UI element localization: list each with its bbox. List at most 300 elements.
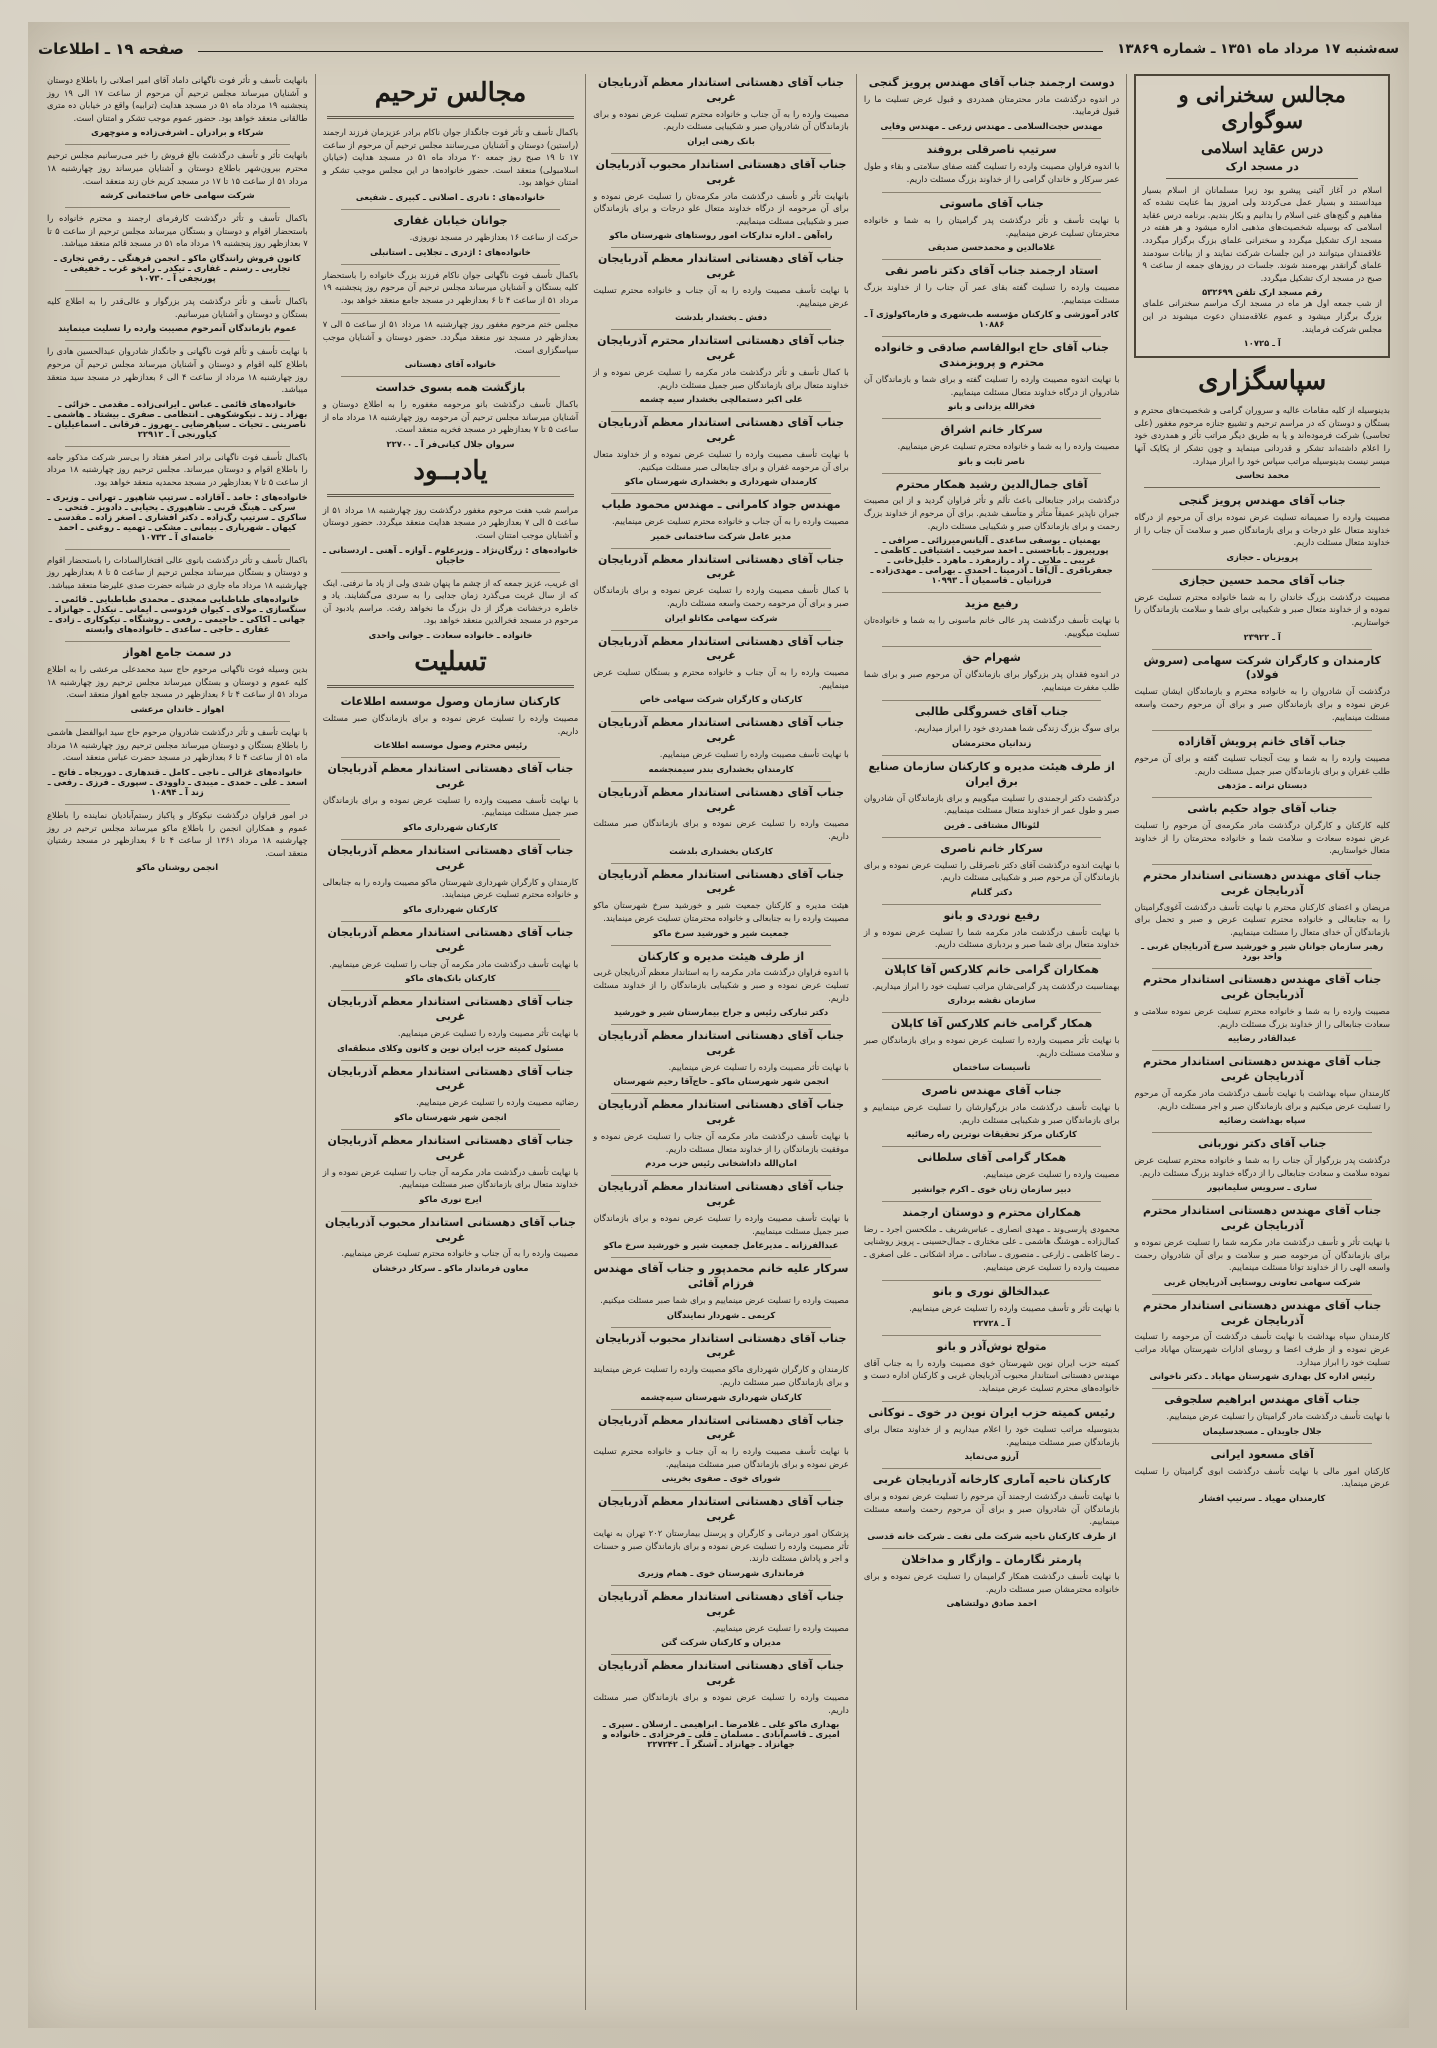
notice-text: مریضان و اعضای کارکنان محترم با نهایت تأسف درگذشت آغوی‌گرامیتان را به جنابعالی و خانواده محترم تسلیت عرض و صبر و تحمل برای بازماندگان آن خدای متعال را مسئلت مینماییم. bbox=[1134, 901, 1390, 937]
notice-text: با نهایت تأسف درگذشت مادر گرامیتان را تسلیت عرض مینماییم. bbox=[1166, 1411, 1390, 1422]
notice-item bbox=[864, 478, 1120, 586]
notice-signature: بهداری ماکو علی ـ غلامرضا ـ ابراهیمی ـ ارسلان ـ سپری ـ امیری ـ قاسم‌آبادی ـ مسلمان ـ قلی ـ فرحزادی ـ خانواده و جهانزاد ـ جهانزاد ـ آشنگر آ ـ ۲۲۷۲۴۲ bbox=[602, 1719, 840, 1750]
notice-item bbox=[864, 1340, 1120, 1395]
notice-text: با نهایت تأسف مصیبت وارده را تسلیت عرض نموده و برای بازماندگان صبر جمیل مسئلت مینماییم. bbox=[322, 794, 579, 818]
notice-item bbox=[47, 345, 308, 438]
notice-head: شهرام حق bbox=[962, 651, 1021, 665]
ad-place: در مسجد ارک bbox=[1225, 159, 1299, 173]
notice-item bbox=[864, 963, 1120, 1005]
notice-text: مصیبت وارده را تسلیت عرض نموده و برای بازماندگان صبر مسئلت داریم. bbox=[593, 818, 849, 841]
notice-text: حرکت از ساعت ۱۶ بعدازظهر در مسجد نوروزی. bbox=[409, 231, 579, 242]
notice-head: کارکنان ناحیه آماری کارخانه آذربایجان غربی bbox=[872, 1473, 1111, 1487]
notice-item bbox=[323, 381, 579, 449]
notice-head: جناب آقای دهستانی استاندار معظم آذربایجان غربی bbox=[598, 1495, 845, 1524]
notice-signature: جلال جاویدان ـ مسجدسلیمان bbox=[1202, 1425, 1322, 1436]
divider bbox=[341, 264, 561, 265]
notice-text: مصیبت درگذشت بزرگ خاندان را به شما خانواده محترم تسلیت عرض نموده و از خداوند متعال صبر و شکیبایی برای شما و سلامت بازماندگان را خواستاریم. bbox=[1134, 591, 1390, 627]
ad-note: از شب جمعه اول هر ماه در مسجد ارک مراسم سخنرانی علمای بزرگ برگزار میشود و عموم علاقه‌مندان دعوت میشوند در این مجلس شرکت فرمایند. bbox=[1142, 298, 1382, 334]
notice-item bbox=[593, 1098, 849, 1168]
notice-item bbox=[1134, 494, 1390, 562]
notice-text: با نهایت تأثر مصیبت وارده را تسلیت عرض نموده و برای بازماندگان صبر و سلامت مسئلت داریم. bbox=[863, 1035, 1120, 1058]
divider bbox=[611, 493, 831, 494]
notice-item bbox=[47, 295, 308, 333]
notice-head: همکار گرامی خانم کلارکس آقا کاپلان bbox=[890, 1017, 1093, 1031]
divider bbox=[341, 376, 561, 377]
divider bbox=[611, 411, 831, 412]
notice-text: باکمال تأسف و تأثر درگذشت پدر بزرگوار و عالی‌قدر را به اطلاع کلیه بستگان و دوستان و آشنایان میرسانیم. bbox=[47, 296, 308, 319]
notice-item bbox=[323, 269, 579, 307]
notice-head: جناب آقای دهستانی استاندار معظم آذربایجان غربی bbox=[598, 76, 845, 104]
notice-item bbox=[593, 1262, 849, 1319]
notice-item bbox=[1134, 1055, 1390, 1125]
notice-signature: دکتر تبارکی رئیس و جراح بیمارستان شیر و خورشید bbox=[613, 1007, 829, 1018]
divider bbox=[611, 1490, 831, 1491]
notice-item bbox=[323, 926, 579, 983]
notice-signature: غلامالدین و محمدحسن صدیقی bbox=[927, 242, 1056, 253]
notice-item bbox=[864, 76, 1120, 131]
notice-head: جناب آقای دهستانی استاندار معظم آذربایجان غربی bbox=[598, 1098, 845, 1127]
notice-signature: کادر آموزشی و کارکنان مؤسسه طب‌شهری و فارماکولوژی آ ـ ۱۰۸۸۶ bbox=[864, 309, 1119, 330]
notice-item bbox=[593, 1180, 849, 1250]
notice-text: مصیبت وارده را به آن جناب و خانواده محترم تسلیت عرض مینماییم. bbox=[341, 1248, 579, 1259]
col2-notice-list bbox=[864, 76, 1120, 1608]
divider bbox=[1152, 730, 1372, 731]
divider bbox=[341, 572, 561, 573]
divider bbox=[341, 757, 561, 758]
section-title: یادبــود bbox=[413, 455, 488, 486]
notice-text: پزشکان امور درمانی و کارگران و پرسنل بیمارستان ۲۰۲ تهران به نهایت تأثر مصیبت وارده را تسلیت عرض نموده و برای بازماندگان صبر و حسنات و اجر و پاداش مسئلت دارند. bbox=[593, 1528, 849, 1564]
divider bbox=[611, 781, 831, 782]
notice-item bbox=[593, 786, 849, 856]
notice-signature: مسئول کمیته حزب ایران نوین و کانون وکلای منطقه‌ای bbox=[337, 1042, 564, 1053]
notice-signature: خانواده‌های قائمی ـ عباس ـ ایرانی‌زاده ـ مقدمی ـ خزائی ـ بهزاد ـ زند ـ نیکوشکوهی ـ انتظامی ـ صفری ـ بیشتاد ـ هاشمی ـ ناصرینی ـ تحیات ـ سیاهرضایی ـ بهروز ـ فرقانی ـ اسماعیلیان ـ کیاورنجی آ ـ ۲۲۹۱۲ bbox=[47, 398, 308, 439]
notice-item bbox=[47, 726, 308, 797]
section-title: تسلیت bbox=[414, 647, 487, 678]
divider bbox=[882, 958, 1102, 959]
notice-head: سرتیپ ناصرقلی بروفند bbox=[926, 143, 1057, 157]
notice-head: جناب آقای دهستانی استاندار معظم آذربایجان غربی bbox=[598, 1180, 845, 1209]
divider bbox=[611, 945, 831, 946]
notice-item bbox=[1134, 1448, 1390, 1503]
divider bbox=[611, 1175, 831, 1176]
lecture-advertisement bbox=[1134, 74, 1390, 358]
notice-signature: از طرف کارکنان ناحیه شرکت ملی نفت ـ شرکت خانه قدسی bbox=[867, 1531, 1116, 1542]
divider bbox=[611, 1093, 831, 1094]
divider bbox=[611, 630, 831, 631]
notice-head: در سمت جامع اهواز bbox=[123, 646, 232, 660]
divider bbox=[65, 207, 290, 208]
col5-notice-list bbox=[47, 74, 308, 872]
notice-head: جناب آقای مهندس پرویز گنجی bbox=[1178, 494, 1346, 508]
notice-text: در امور فراوان درگذشت نیکوکار و پاکباز رستم‌آبادیان نماینده را باطلاع عموم و همکاران انجمن را باطلاع ماکو میرساند مجلس ترحیم در روز چهارشنبه ۱۸ مرداد ۱۳۶۱ از ساعت ۴ تا ۶ بعدازظهر در مسجد رشتیان منعقد است. bbox=[47, 809, 308, 858]
notice-item bbox=[864, 651, 1120, 693]
section-tasliyat bbox=[323, 647, 579, 1273]
notice-signature: رئیس محترم وصول موسسه اطلاعات bbox=[373, 740, 528, 751]
divider bbox=[1152, 968, 1372, 969]
section-yadbud bbox=[323, 456, 579, 640]
notice-signature: اهواز ـ خاندان مرعشی bbox=[130, 704, 225, 715]
notice-signature: خانواده آقای دهستانی bbox=[404, 359, 497, 370]
notice-item bbox=[47, 554, 308, 635]
notice-signature: راه‌آهن ـ اداره تدارکات امور روستاهای شهرستان ماکو bbox=[609, 230, 833, 241]
notice-item bbox=[593, 158, 849, 241]
notice-item bbox=[323, 214, 579, 256]
notice-signature: مدیر عامل شرکت ساختمانی خمیر bbox=[650, 530, 792, 541]
notice-head: جناب آقای دهستانی استاندار معظم آذربایجان غربی bbox=[327, 995, 574, 1024]
divider bbox=[882, 1468, 1102, 1469]
notice-text: مصیبت وارده را صمیمانه تسلیت عرض نموده برای آن مرحوم از درگاه خداوند متعال علو درجات و برای بازماندگان صبر و سلامت آن جناب را از خداوند متعال مسئلت داریم. bbox=[1134, 512, 1390, 548]
notice-item bbox=[593, 1029, 849, 1086]
divider bbox=[882, 138, 1102, 139]
notice-text: درگذشت پدر بزرگوار آن جناب را به شما و خانواده محترم تسلیت عرض نموده سلامت و سعادت جنابعالی را از درگاه خداوند بزرگ مسئلت داریم. bbox=[1134, 1155, 1390, 1178]
notice-text: مصیبت وارده را تسلیت عرض مینماییم. bbox=[983, 1169, 1120, 1180]
notice-text: با نهایت اندوه درگذشت آقای دکتر ناصرقلی را تسلیت عرض نموده و برای بازماندگان آن مرحوم صبر و شکیبایی مسئلت داریم. bbox=[863, 859, 1120, 883]
divider bbox=[341, 1060, 561, 1061]
notice-head: جناب آقای مهندس دهستانی استاندار محترم آذربایجان غربی bbox=[1143, 973, 1382, 1002]
notice-text: با اندوه فراوان مصیبت وارده را تسلیت گفته صفای سلامتی و بقاء و طول عمر سرکار و خاندان گرامی را از خداوند بزرگ مسئلت داریم. bbox=[863, 160, 1120, 184]
notice-text: کارمندان و کارگران شهرداری ماکو مصیبت وارده را تسلیت عرض مینمایند و برای بازماندگان صبر مسئلت داریم. bbox=[593, 1364, 849, 1387]
notice-head: جناب آقای دهستانی استاندار معظم آذربایجان غربی bbox=[327, 925, 574, 954]
ad-subtitle: درس عقاید اسلامی bbox=[1201, 138, 1324, 157]
notice-head: جناب آقای دهستانی استاندار معظم آذربایجان غربی bbox=[598, 252, 845, 281]
divider bbox=[611, 247, 831, 248]
divider bbox=[341, 313, 561, 314]
divider bbox=[882, 1401, 1102, 1402]
notice-head: جناب آقای دهستانی استاندار معظم آذربایجان غربی bbox=[327, 844, 574, 872]
notice-signature: جمعیت شیر و خورشید سرخ ماکو bbox=[653, 927, 789, 938]
divider bbox=[341, 209, 561, 210]
notice-item bbox=[864, 909, 1120, 951]
notice-head: جناب آقای دهستانی استاندار معظم آذربایجان غربی bbox=[598, 552, 845, 581]
notice-item bbox=[593, 416, 849, 486]
notice-signature: عموم بازماندگان آنمرحوم مصیبت وارده را تسلیت مینمایند bbox=[58, 323, 297, 334]
divider bbox=[611, 1327, 831, 1328]
notice-text: هیئت مدیره و کارکنان جمعیت شیر و خورشید سرخ شهرستان ماکو مصیبت وارده را به جنابعالی و خانواده محترمتان تسلیت عرض مینمایند. bbox=[593, 900, 849, 923]
masthead-date: سه‌شنبه ۱۷ مرداد ماه ۱۳۵۱ ـ شماره ۱۳۸۶۹ bbox=[1117, 41, 1399, 57]
notice-item bbox=[47, 809, 308, 872]
notice-item bbox=[864, 1084, 1120, 1139]
notice-text: باکمال تأسف و تأثر فوت جانگداز جوان ناکام برادر عزیزمان فرزند ارجمند (راستین) دوستان و آشنایان می‌رسانند مجلس ترحیم آن مرحوم از ساعت ۱۷ تا ۱۹ صبح روز جمعه ۲۰ مرداد ماه ۵۱ در مسجد هدایت (خیابان اسلامبولی) منعقد است. حضور خانواده‌ها در این مجلس موجب تشکر و امتنان خواهد بود. bbox=[322, 127, 579, 188]
notice-head: از طرف هیئت مدیره و کارکنان سازمان صنایع برق ایران bbox=[868, 759, 1115, 788]
notice-text: با کمال تأسف و تأثر درگذشت مادر مکرمه را تسلیت عرض نموده و از خداوند متعال برای بازماندگان صبر جمیل مسئلت داریم. bbox=[593, 367, 849, 390]
notice-head: جناب آقای ماسوتی bbox=[939, 197, 1044, 211]
notice-item bbox=[864, 1553, 1120, 1608]
notice-signature: شورای خوی ـ صفوی بخرینی bbox=[661, 1473, 781, 1484]
divider bbox=[1152, 649, 1372, 650]
notice-item bbox=[864, 597, 1120, 639]
notice-text: مصیبت وارده را تسلیت عرض مینماییم. bbox=[712, 1622, 849, 1633]
notice-text: کارمندان سپاه بهداشت با نهایت تأسف درگذشت مادر مکرمه آن مرحوم را تسلیت عرض میکنیم و برای بازماندگان صبر و اجر مسئلت داریم. bbox=[1134, 1087, 1390, 1111]
notice-signature: کارکنان شهرداری ماکو bbox=[403, 903, 498, 914]
notice-text: مصیبت وارده را تسلیت عرض مینماییم و برای شما صبر مسئلت میکنیم. bbox=[600, 1294, 849, 1305]
notice-item bbox=[593, 252, 849, 322]
notice-head: جناب آقای دهستانی استاندار معظم آذربایجان غربی bbox=[327, 1064, 574, 1093]
notice-item bbox=[47, 451, 308, 542]
divider bbox=[882, 1146, 1102, 1147]
divider bbox=[611, 329, 831, 330]
divider bbox=[882, 592, 1102, 593]
notice-item bbox=[323, 577, 579, 640]
divider bbox=[882, 1335, 1102, 1336]
notice-text: بانهایت تأثر و تأسف درگذشت بالغ فروش را خبر می‌رسانیم مجلس ترحیم محترم بیرون‌شهر باطلاع دوستان و آشنایان میرساند روز چهارشنبه ۱۸ مرداد ۵۱ از ساعت ۱۵ تا ۱۷ در مسجد کریم خان زند منعقد است. bbox=[47, 150, 308, 186]
notice-text: با نهایت اندوه مصیبت وارده را تسلیت گفته و برای شما و بازماندگان آن شادروان از درگاه خداوند متعال مسئلت مینماییم. bbox=[863, 373, 1120, 397]
notice-text: درگذشت دکتر ارجمندی را تسلیت میگوییم و برای بازماندگان آن شادروان صبر و طول عمر از خداوند متعال مسئلت مینماییم. bbox=[863, 792, 1120, 816]
notice-item bbox=[323, 1065, 579, 1122]
notice-text: بدینوسیله مراتب تسلیت خود را اعلام میداریم و از خداوند متعال برای بازماندگان صبر مسئلت مینماییم. bbox=[863, 1424, 1120, 1447]
notice-head: جناب آقای محمد حسین حجازی bbox=[1178, 573, 1346, 587]
notice-signature: پرویزیان ـ حجازی bbox=[1226, 551, 1299, 562]
notice-head: پارمتر نگارمان ـ وازگار و مداخلان bbox=[901, 1553, 1082, 1567]
divider bbox=[611, 711, 831, 712]
notice-item bbox=[1134, 973, 1390, 1043]
notice-signature: کارمندان بخشداری بندر سیمنجشمه bbox=[648, 763, 794, 774]
notice-head: جناب آقای دهستانی استاندار معظم آذربایجان غربی bbox=[598, 716, 845, 745]
divider bbox=[1152, 569, 1372, 570]
divider bbox=[1152, 1199, 1372, 1200]
notice-head: بازگشت همه بسوی خداست bbox=[375, 381, 526, 395]
notice-signature: رئیس اداره کل بهداری شهرستان مهاباد ـ دکتر ناخوانی bbox=[1149, 1371, 1376, 1382]
divider bbox=[65, 804, 290, 805]
notice-head: جناب آقای دهستانی استاندار محبوب آذربایجان غربی bbox=[595, 157, 847, 186]
notice-item bbox=[593, 553, 849, 623]
notice-text: کارمندان سپاه بهداشت با نهایت تأسف درگذشت آن مرحومه را تسلیت عرض نموده و از طرف اعضا و روسای ادارات شهرستان مهاباد مراتب تسلیت خود را ابراز میدارد. bbox=[1134, 1331, 1390, 1367]
divider bbox=[65, 290, 290, 291]
divider bbox=[341, 921, 561, 922]
column-5 bbox=[40, 74, 315, 2010]
notice-text: کمیته حزب ایران نوین شهرستان خوی مصیبت وارده را به جناب آقای مهندس دهستانی استاندار محبوب آذربایجان غربی و کارکنان اداره دست و خانواده‌های محترم تسلیت عرض مینماید. bbox=[863, 1357, 1120, 1393]
divider bbox=[882, 837, 1102, 838]
notice-text: با نهایت تأسف درگذشت مادر مکرمه آن جناب را تسلیت عرض مینماییم. bbox=[329, 958, 579, 969]
notice-head: رفیع نوردی و بانو bbox=[943, 908, 1040, 922]
notice-signature: فخرالله یزدانی و بانو bbox=[948, 401, 1036, 412]
notice-text: بانهایت تأسف و تأثر فوت ناگهانی داماد آقای امیر اصلانی را باطلاع دوستان و آشنایان میرساند مجلس ترحیم آن مرحوم از ساعت ۱۷ الی ۱۹ روز پنجشنبه ۱۹ مرداد ماه ۵۱ در مسجد هدایت (ترابیه) واقع در خیابان ده متری طالقانی منعقد خواهد بود. حضور عموم موجب تشکر و امتنان است. bbox=[47, 75, 308, 123]
notice-text: مصیبت وارده را به شما و بیت آنجناب تسلیت گفته و برای آن مرحوم طلب غفران و برای بازماندگان صبر جمیل مسئلت داریم. bbox=[1134, 752, 1390, 776]
notice-item bbox=[864, 1406, 1120, 1461]
notice-signature: دبیر سازمان زنان خوی ـ اکرم جوانشیر bbox=[912, 1183, 1072, 1194]
notice-text: محمودی پارسی‌وند ـ مهدی انصاری ـ عباس‌شریف ـ ملکحسن اجرد ـ رضا کمال‌زاده ـ هوشنگ هاشمی ـ علی مختاری ـ جمال‌حسینی ـ پرویز روشنایی ـ رضا کاظمی ـ زارعی ـ منصوری ـ ساداتی ـ مراد اشکانی ـ علی اصغری ـ مصیبت وارده را تسلیت عرض مینماییم. bbox=[863, 1223, 1120, 1272]
notice-signature: دبستان ترانه ـ مژدهی bbox=[1217, 780, 1308, 791]
notice-text: باکمال تأسف فوت ناگهانی برادر اصغر هفتاد را بی‌سر شرکت مذکور جامه را باطلاع اقوام و دوستان میرساند. مجلس ترحیم روز چهارشنبه ۱۸ مرداد از ساعت ۵ تا ۷ بعدازظهر در مسجد محمدیه منعقد خواهد بود. bbox=[47, 451, 308, 487]
notice-item bbox=[593, 498, 849, 540]
notice-item bbox=[864, 1151, 1120, 1193]
notice-head: جناب آقای دهستانی استاندار معظم آذربایجان غربی bbox=[327, 1133, 574, 1162]
notice-head: از طرف هیئت مدیره و کارکنان bbox=[637, 949, 805, 963]
divider bbox=[882, 418, 1102, 419]
notice-signature: بهمنیان ـ یوسفی ساعدی ـ آلیانس‌میرزائی ـ صرافی ـ پورپیروز ـ باباحسنی ـ احمد سرخیب ـ اشتیاقی ـ کاظمی ـ غریبی ـ ملایی ـ راد ـ رازمفرد ـ ماهرد ـ خلیل‌خانی ـ جعفر‌باقری ـ آل‌آقا ـ آذرمینا ـ احمدی ـ بهرامی ـ مهدی‌زاده ـ فرزانیان ـ قاسمیان آ ـ ۱۰۹۹۳ bbox=[870, 535, 1113, 586]
notice-signature: دفش ـ بخشدار بلدشت bbox=[675, 312, 768, 323]
divider bbox=[882, 192, 1102, 193]
notice-head: جناب آقای دهستانی استاندار محبوب آذربایجان غربی bbox=[325, 1215, 576, 1244]
notice-head: جناب آقای مهندس ابراهیم سلجوقی bbox=[1164, 1393, 1361, 1407]
divider bbox=[65, 144, 290, 145]
notice-item bbox=[47, 74, 308, 137]
notice-signature: شرکت سهامی مکاتلو ایران bbox=[664, 612, 778, 623]
divider bbox=[327, 685, 575, 688]
notice-text: در اندوه فقدان پدر بزرگوار برای بازماندگان آن مرحوم صبر و برای شما طلب مغفرت مینماییم. bbox=[863, 669, 1120, 692]
notice-head: جناب آقای دهستانی استاندار معظم آذربایجان غربی bbox=[598, 785, 845, 814]
notice-head: جناب آقای مهندس دهستانی استاندار محترم آذربایجان غربی bbox=[1143, 1055, 1382, 1084]
notice-text: مراسم شب هفت مرحوم مغفور درگذشت روز چهارشنبه ۱۸ مرداد ۵۱ از ساعت ۵ الی ۷ بعدازظهر در مسجد هدایت منعقد میگردد. حضور دوستان و آشنایان موجب امتنان است. bbox=[322, 504, 579, 541]
notice-head: جناب آقای دهستانی استاندار معظم آذربایجان غربی bbox=[598, 1413, 845, 1442]
notice-signature: عبدالقادر رضاییه bbox=[1227, 1033, 1297, 1044]
notice-text: با نهایت تأسف مصیبت وارده را تسلیت عرض مینماییم. bbox=[659, 749, 849, 760]
notice-text: مصیبت وارده را به شما و خانواده محترم تسلیت عرض مینماییم. bbox=[897, 441, 1120, 451]
notice-text: با نهایت تأثر مصیبت وارده را تسلیت عرض مینماییم. bbox=[668, 1061, 849, 1072]
notice-head: جناب آقای دهستانی استاندار معظم آذربایجان غربی bbox=[327, 762, 574, 790]
notice-head: جناب آقای خانم پرویش آقازاده bbox=[1178, 735, 1347, 749]
notice-signature: سپاه بهداشت رضائیه bbox=[1218, 1115, 1306, 1126]
notice-item bbox=[47, 212, 308, 283]
notice-signature: خانواده‌های طباطبایی ممجدی ـ محمدی طباطبایی ـ قائمی ـ سنگسازی ـ مولای ـ کیوان فردوسی ـ ایمانی ـ نیکدل ـ جهانزاد ـ جهانی ـ اکاکی ـ حاجیمی ـ رفعی ـ روشنگاه ـ نیکوکاری ـ زادی ـ غفاری ـ حاجی ـ ساعدی ـ خانواده‌های وابسته bbox=[48, 594, 307, 635]
notice-item bbox=[864, 842, 1120, 897]
notice-item bbox=[864, 1285, 1120, 1327]
notice-text: باکمال تأسف و تأثر درگذشت کارفرمای ارجمند و محترم خانواده را باستحضار اقوام و دوستان و بستگان میرساند مجلس ترحیم از ساعت ۵ تا ۷ بعدازظهر روز پنجشنبه ۱۹ مرداد ماه ۵۱ در مسجد قائم منعقد میباشد. bbox=[47, 213, 308, 249]
notice-item bbox=[593, 1659, 849, 1749]
notice-signature: کارکنان شهرداری ماکو bbox=[403, 822, 498, 833]
divider bbox=[882, 1012, 1102, 1013]
divider bbox=[611, 863, 831, 864]
notice-signature: کریمی ـ شهردار نمایندگان bbox=[666, 1309, 776, 1320]
notice-head: جناب آقای دهستانی استاندار معظم آذربایجان غربی bbox=[598, 867, 845, 896]
notice-text: با کمال تأسف مصیبت وارده را تسلیت عرض نموده و برای بازماندگان صبر و برای آن مرحومه رحمت واسعه مسئلت داریم. bbox=[593, 585, 849, 608]
divider bbox=[882, 259, 1102, 260]
notice-item bbox=[1134, 1299, 1390, 1382]
divider bbox=[1166, 178, 1358, 179]
notice-signature: خانواده‌های : اژدری ـ تجلایی ـ استانبلی bbox=[370, 246, 531, 257]
notice-signature: انجمن روشنان ماکو bbox=[136, 862, 219, 873]
notice-text: مصیبت وارده را تسلیت عرض نموده و برای بازماندگان صبر مسئلت داریم. bbox=[322, 712, 579, 736]
notice-head: جناب آقای جواد حکیم باشی bbox=[1187, 802, 1338, 816]
notice-item bbox=[1134, 735, 1390, 790]
divider bbox=[611, 1409, 831, 1410]
divider bbox=[1152, 864, 1372, 865]
notice-item bbox=[864, 760, 1120, 830]
divider bbox=[1152, 797, 1372, 798]
divider bbox=[882, 904, 1102, 905]
masthead bbox=[38, 32, 1399, 66]
notice-text: با نهایت تأسف مصیبت وارده را به آن جناب و خانواده محترم تسلیت عرض نموده و برای بازماندگان صبر مسئلت مینماییم. bbox=[593, 1446, 849, 1469]
notice-signature: شرکت سهامی خاص ساختمانی کرشه bbox=[100, 190, 255, 201]
divider bbox=[1152, 1443, 1372, 1444]
notice-head: سرکار خانم اشراق bbox=[940, 423, 1043, 437]
notice-signature: عبدالفرزانه ـ مدیرعامل جمعیت شیر و خورشید سرخ ماکو bbox=[603, 1240, 839, 1251]
notice-item bbox=[323, 995, 579, 1052]
notice-text: بدین وسیله فوت ناگهانی مرحوم حاج سید محمدعلی مرعشی را به اطلاع کلیه عموم و دوستان و بستگان میرساند مجلس ترحیم روز چهارشنبه ۱۸ مرداد ۵۱ از ساعت ۴ تا ۶ بعدازظهر در مسجد جامع اهواز منعقد است. bbox=[47, 664, 308, 700]
notice-signature: تأسیسات ساختمان bbox=[952, 1062, 1031, 1073]
divider bbox=[882, 1280, 1102, 1281]
divider bbox=[882, 646, 1102, 647]
notice-text: مصیبت وارده را به آن جناب و خانواده محترم و بستگان تسلیت عرض مینماییم. bbox=[593, 667, 849, 690]
notice-item bbox=[864, 264, 1120, 329]
divider bbox=[882, 700, 1102, 701]
divider bbox=[882, 336, 1102, 337]
notice-item bbox=[864, 1017, 1120, 1072]
notice-head: کارمندان و کارگران شرکت سهامی (سروش فولاد) bbox=[1143, 653, 1381, 682]
notice-text: بانهایت تأثر و تأسف درگذشت مادر مکرمه‌تان را تسلیت عرض نموده و برای آن مرحومه از درگاه خداوند متعال علو درجات و برای بازماندگان صبر و شکیبایی مسئلت مینماییم. bbox=[593, 190, 849, 226]
notice-head: جناب آقای مهندس دهستانی استاندار محترم آذربایجان غربی bbox=[1143, 868, 1382, 897]
notice-item bbox=[593, 1332, 849, 1402]
notice-text: مصیبت وارده را تسلیت عرض نموده و برای بازماندگان صبر مسئلت داریم. bbox=[593, 1691, 849, 1715]
thanks-title: سپاسگزاری bbox=[1198, 366, 1327, 397]
notice-head: جناب آقای مهندس دهستانی استاندار محترم آذربایجان غربی bbox=[1143, 1298, 1382, 1327]
notice-head: دوست ارجمند جناب آقای مهندس پرویز گنجی bbox=[868, 76, 1115, 89]
notice-text: مصیبت وارده را به آن جناب و خانواده محترم تسلیت عرض نموده و برای بازماندگان آن شادروان صبر و شکیبایی مسئلت داریم. bbox=[593, 108, 849, 132]
notice-head: همکاران گرامی خانم کلارکس آقا کاپلان bbox=[884, 962, 1099, 976]
notice-item bbox=[864, 341, 1120, 411]
column-4 bbox=[315, 74, 586, 2010]
divider bbox=[1152, 1050, 1372, 1051]
notice-text: با نهایت تأسف درگذشت مادر مکرمه آن جناب را تسلیت عرض نموده و موفقیت بازماندگان را از خداوند متعال مسئلت داریم. bbox=[593, 1131, 849, 1154]
notice-signature: فرمانداری شهرستان خوی ـ همام وزیری bbox=[637, 1567, 805, 1578]
notice-signature: آ ـ ۲۲۷۲۸ bbox=[973, 1317, 1011, 1328]
notice-text: با نهایت تأسف و تألم فوت ناگهانی و جانگداز شادروان عبدالحسین هادی را باطلاع کلیه اقوام و دوستان و آشنایان میرساند مجلس ترحیم آن مرحوم روز چهارشنبه ۱۸ مرداد از ساعت ۴ الی ۶ بعدازظهر در مسجد سید منعقد میباشد. bbox=[47, 346, 308, 395]
divider bbox=[611, 1585, 831, 1586]
col1-notice-list bbox=[1134, 494, 1390, 1503]
notice-item bbox=[323, 504, 579, 565]
notice-signature: شرکاء و برادران ـ اشرفی‌زاده و منوچهری bbox=[91, 127, 264, 138]
divider bbox=[65, 721, 290, 722]
notice-text: کارکنان امور مالی با نهایت تأسف درگذشت ابوی گرامیتان را تسلیت عرض مینماید. bbox=[1134, 1465, 1390, 1489]
notice-head: جناب آقای مهندس ناصری bbox=[921, 1084, 1062, 1098]
thanks-signature: محمد تحاسی bbox=[1235, 470, 1290, 481]
notice-item bbox=[323, 1216, 579, 1273]
paper-sheet bbox=[28, 22, 1409, 2028]
notice-signature: کارکنان شهرداری شهرستان سیه‌چشمه bbox=[640, 1391, 802, 1402]
notice-item bbox=[593, 1414, 849, 1484]
divider bbox=[65, 340, 290, 341]
notice-text: ای غریب، عزیز جمعه که از چشم ما پنهان شدی ولی از یاد ما نرفتی. اینک که از سال غربت می‌گذرد زمان جدایی را به سردی می‌گشایند. یاد و خاطره درخشانت هرگز از دل بزرگ ما نخواهد رفت. مراسم یادبود آن مرحوم در مسجد فخرالدین منعقد خواهد بود. bbox=[322, 577, 579, 626]
notice-item bbox=[323, 844, 579, 914]
notice-signature: بانک رهنی ایران bbox=[687, 135, 755, 146]
column-grid bbox=[40, 74, 1397, 2010]
notice-signature: مهندس حجت‌السلامی ـ مهندس زرعی ـ مهندس وفایی bbox=[880, 121, 1103, 132]
notice-signature: انجمن شهر شهرستان ماکو ـ حاج‌آقا رحیم شهرستان bbox=[613, 1076, 829, 1087]
notice-head: جناب آقای حاج ابوالقاسم صادقی و خانواده محترم و پروبزمندی bbox=[874, 341, 1109, 370]
notice-signature: خانواده‌های : زرگان‌نژاد ـ وزیرعلوم ـ آوازه ـ آهنی ـ اردستانی ـ حاجیان bbox=[322, 544, 578, 565]
notice-item bbox=[323, 695, 579, 750]
divider bbox=[882, 1548, 1102, 1549]
notice-item bbox=[323, 126, 579, 202]
notice-item bbox=[1134, 802, 1390, 857]
notice-text: باکمال تأسف و تأثر درگذشت بانوی عالی افتخارالسادات را باستحضار اقوام و دوستان و بستگان میرساند مجلس ترحیم از ساعت ۵ تا ۸ بعدازظهر روز چهارشنبه ۱۸ مرداد ماه جاری در شبانه حضرت صدی علیرضا منعقد میباشد. bbox=[47, 554, 308, 590]
notice-item bbox=[593, 1495, 849, 1578]
notice-signature: خانواده‌های غزالی ـ ناجی ـ کامل ـ قندهاری ـ دوریجاه ـ فاتح ـ اسعد ـ علی ـ حمدی ـ میبدی ـ داوودی ـ سپوری ـ فرزی ـ رفعی ـ زند آ ـ ۱۰۸۹۴ bbox=[47, 766, 307, 797]
divider bbox=[327, 494, 575, 497]
notice-head: همکاران محترم و دوستان ارجمند bbox=[902, 1205, 1082, 1219]
divider bbox=[611, 1024, 831, 1025]
notice-head: جناب آقای دهستانی استاندار معظم آذربایجان غربی bbox=[598, 634, 845, 663]
notice-item bbox=[864, 1206, 1120, 1273]
ad-body: اسلام در آغاز آئینی پیشرو بود زیرا مسلمانان از اسلام بسیار میدانستند و بسیار عمل می‌کردند ولی امروز بما عنایت نشده که مفاهیم و گنج‌های غنی اسلام را بدانیم و بکار بندیم. برنامه درس عقاید اسلامی که بوسیله شخصیت‌های مذهبی اداره میشود و هر هفته در مسجد ارک تشکیل میگردد و سخنرانی علمای بزرگ برگزار میگردد. علاقمندان میتوانند در این جلسات شرکت نمایند و از بیانات سودمند علمای گرانقدر بهره‌مند شوند. جلسات در روزهای جمعه از ساعت ۹ صبح در مسجد ارک تشکیل میگردد. bbox=[1142, 184, 1382, 283]
notice-head: رئیس کمیته حزب ایران نوین در خوی ـ نوکانی bbox=[868, 1406, 1116, 1420]
notice-text: با نهایت تأسف و تأثر درگذشت پدر گرامیتان را به شما و خانواده محترمتان تسلیت عرض مینماییم. bbox=[863, 214, 1120, 238]
notice-text: مصیبت وارده را تسلیت گفته بقای عمر آن جناب را از خداوند بزرگ مسئلت مینماییم. bbox=[863, 282, 1120, 305]
notice-signature: ناصر ثابت و بانو bbox=[958, 455, 1025, 466]
notice-item bbox=[1134, 869, 1390, 962]
column-2 bbox=[856, 74, 1127, 2010]
notice-head: سرکار علیه خانم محمدپور و جناب آقای مهندس فرزام آقائی bbox=[593, 1262, 849, 1291]
notice-item bbox=[593, 950, 849, 1018]
notice-text: درگذشت برادر جنابعالی باعث تألم و تأثر فراوان گردید و از این مصیبت جبران ناپذیر عمیقاً متأثر و متأسف شدیم. برای آن مرحوم از خداوند بزرگ رحمت و برای بازماندگان صبر و شکیبایی مسئلت داریم. bbox=[863, 495, 1120, 531]
notice-head: جناب آقای خسروگلی طالبی bbox=[914, 705, 1069, 719]
notice-signature: زندانیان محترمشان bbox=[951, 737, 1032, 748]
notice-signature: معاون فرماندار ماکو ـ سرکار درخشان bbox=[372, 1263, 529, 1274]
column-1 bbox=[1126, 74, 1397, 2010]
notice-item bbox=[323, 762, 579, 832]
notice-text: با نهایت تأثر و تأسف مصیبت وارده را تسلیت عرض مینماییم. bbox=[909, 1303, 1120, 1314]
notice-head: آقای مسعود ایرانی bbox=[1210, 1447, 1314, 1461]
notice-text: با نهایت تأسف درگذشت مادر بزرگوارشان را تسلیت عرض مینماییم و برای بازماندگان صبر و شکیبایی مسئلت داریم. bbox=[863, 1102, 1120, 1125]
